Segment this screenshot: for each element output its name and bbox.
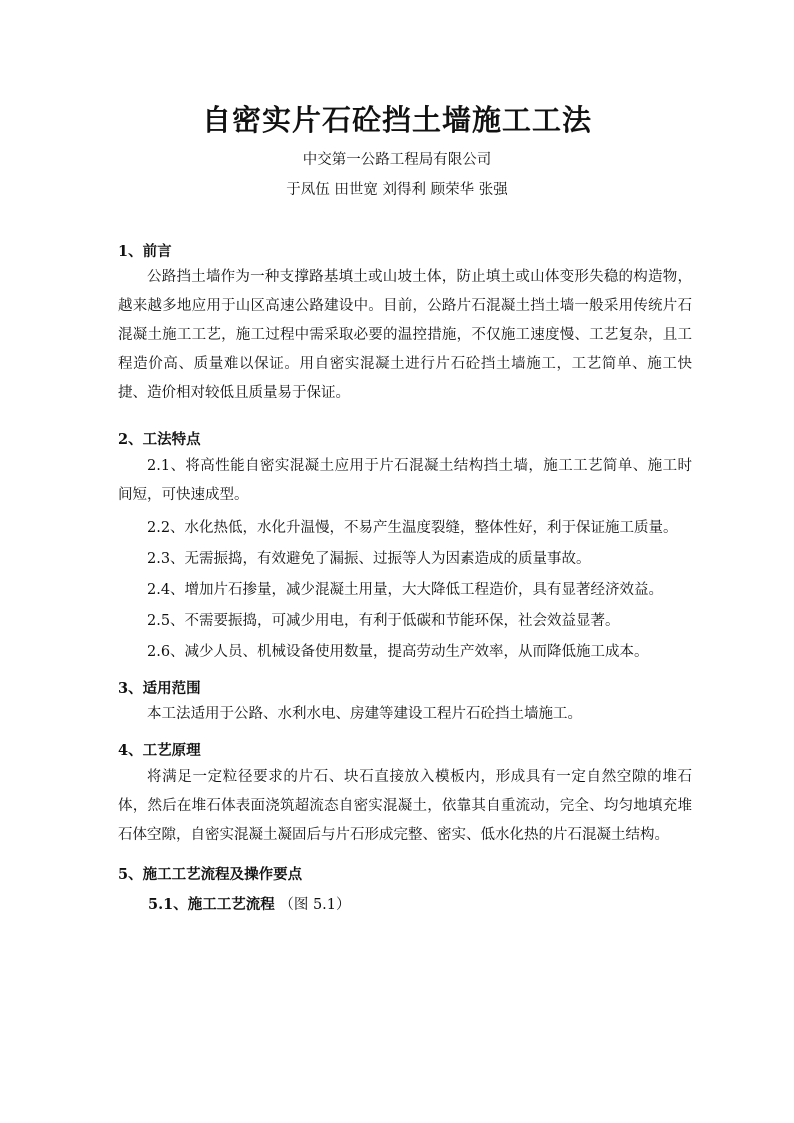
section-heading-2: 2、工法特点	[118, 431, 201, 448]
document-title: 自密实片石砼挡土墙施工工法	[201, 103, 592, 137]
feature-2-2: 2.2、水化热低，水化升温慢，不易产生温度裂缝，整体性好，利于保证施工质量。	[147, 520, 678, 536]
authors: 于凤伍 田世宽 刘得利 顾荣华 张强	[286, 182, 508, 198]
figure-reference: （图 5.1）	[279, 897, 351, 913]
section-heading-1: 1、前言	[118, 243, 172, 260]
organization: 中交第一公路工程局有限公司	[302, 152, 492, 168]
feature-2-6: 2.6、减少人员、机械设备使用数量，提高劳动生产效率，从而降低施工成本。	[147, 644, 649, 660]
feature-2-5: 2.5、不需要振捣，可减少用电，有利于低碳和节能环保，社会效益显著。	[147, 613, 620, 629]
section-4-paragraph: 将满足一定粒径要求的片石、块石直接放入模板内，形成具有一定自然空隙的堆石体，然后在堆石体表面浇筑超流态自密实混凝土，依靠其自重流动，完全、均匀地填充堆石体空隙，自密实混凝土凝固后与片石形成完整、密实、低水化热的片石混凝土结构。	[118, 769, 692, 843]
section-3-paragraph: 本工法适用于公路、水利水电、房建等建设工程片石砼挡土墙施工。	[147, 706, 582, 722]
section-heading-4: 4、工艺原理	[118, 742, 201, 759]
subsection-5-1-title: 5.1、施工工艺流程	[148, 896, 275, 913]
section-heading-3: 3、适用范围	[118, 680, 201, 697]
feature-2-4: 2.4、增加片石掺量，减少混凝土用量，大大降低工程造价，具有显著经济效益。	[147, 582, 664, 598]
section-heading-5: 5、施工工艺流程及操作要点	[118, 866, 303, 883]
feature-2-3: 2.3、无需振捣，有效避免了漏振、过振等人为因素造成的质量事故。	[147, 551, 591, 567]
section-1-paragraph: 公路挡土墙作为一种支撑路基填土或山坡土体，防止填土或山体变形失稳的构造物，越来越多地应用于山区高速公路建设中。目前，公路片石混凝土挡土墙一般采用传统片石混凝土施工工艺，施工过程中需采取必要的温控措施，不仅施工速度慢、工艺复杂，且工程造价高、质量难以保证。用自密实混凝土进行片石砼挡土墙施工，工艺简单、施工快捷、造价相对较低且质量易于保证。	[118, 269, 692, 401]
feature-2-1: 2.1、将高性能自密实混凝土应用于片石混凝土结构挡土墙，施工工艺简单、施工时间短，可快速成型。	[118, 458, 692, 503]
subsection-5-1	[148, 893, 351, 914]
